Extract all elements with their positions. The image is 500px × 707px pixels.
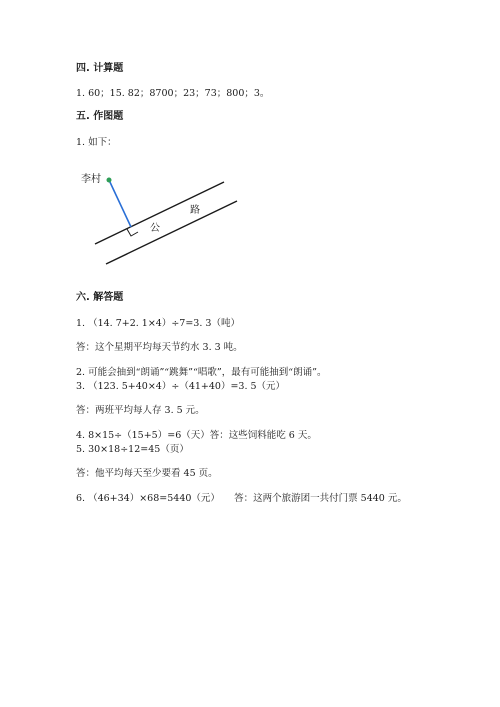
right-angle-marker bbox=[127, 229, 138, 236]
section-6-line-3: 2. 可能会抽到“朗诵”“跳舞”“唱歌”，最有可能抽到“朗诵”。 bbox=[76, 367, 327, 378]
section-6-line-6: 4. 8×15÷（15+5）=6（天）答：这些饲料能吃 6 天。 bbox=[76, 430, 317, 441]
section-6-line-4: 3. （123. 5+40×4）÷（41+40）=3. 5（元） bbox=[76, 381, 286, 392]
section-6-heading: 六. 解答题 bbox=[76, 292, 124, 303]
village-point bbox=[107, 178, 112, 183]
section-4-heading: 四. 计算题 bbox=[76, 63, 124, 74]
section-6-line-7: 5. 30×18÷12=45（页） bbox=[76, 444, 189, 455]
village-label: 李村 bbox=[81, 174, 101, 185]
perpendicular-line bbox=[109, 180, 131, 227]
road-label-lu: 路 bbox=[190, 205, 200, 216]
section-5-answer-1: 1. 如下： bbox=[76, 137, 117, 148]
section-4-answer-1: 1. 60；15. 82；8700；23；73；800；3。 bbox=[76, 88, 270, 99]
section-6-line-1: 1. （14. 7+2. 1×4）÷7=3. 3（吨） bbox=[76, 318, 240, 329]
section-5-heading: 五. 作图题 bbox=[76, 111, 124, 122]
section-6-line-5: 答：两班平均每人存 3. 5 元。 bbox=[76, 405, 205, 416]
road-diagram bbox=[0, 160, 500, 270]
road-lower-edge bbox=[106, 201, 237, 264]
section-6-line-9: 6. （46+34）×68=5440（元） 答：这两个旅游团一共付门票 5440 元。 bbox=[76, 493, 407, 504]
road-label-gong: 公 bbox=[150, 223, 160, 234]
section-6-line-2: 答：这个星期平均每天节约水 3. 3 吨。 bbox=[76, 342, 243, 353]
section-6-line-8: 答：他平均每天至少要看 45 页。 bbox=[76, 468, 218, 479]
